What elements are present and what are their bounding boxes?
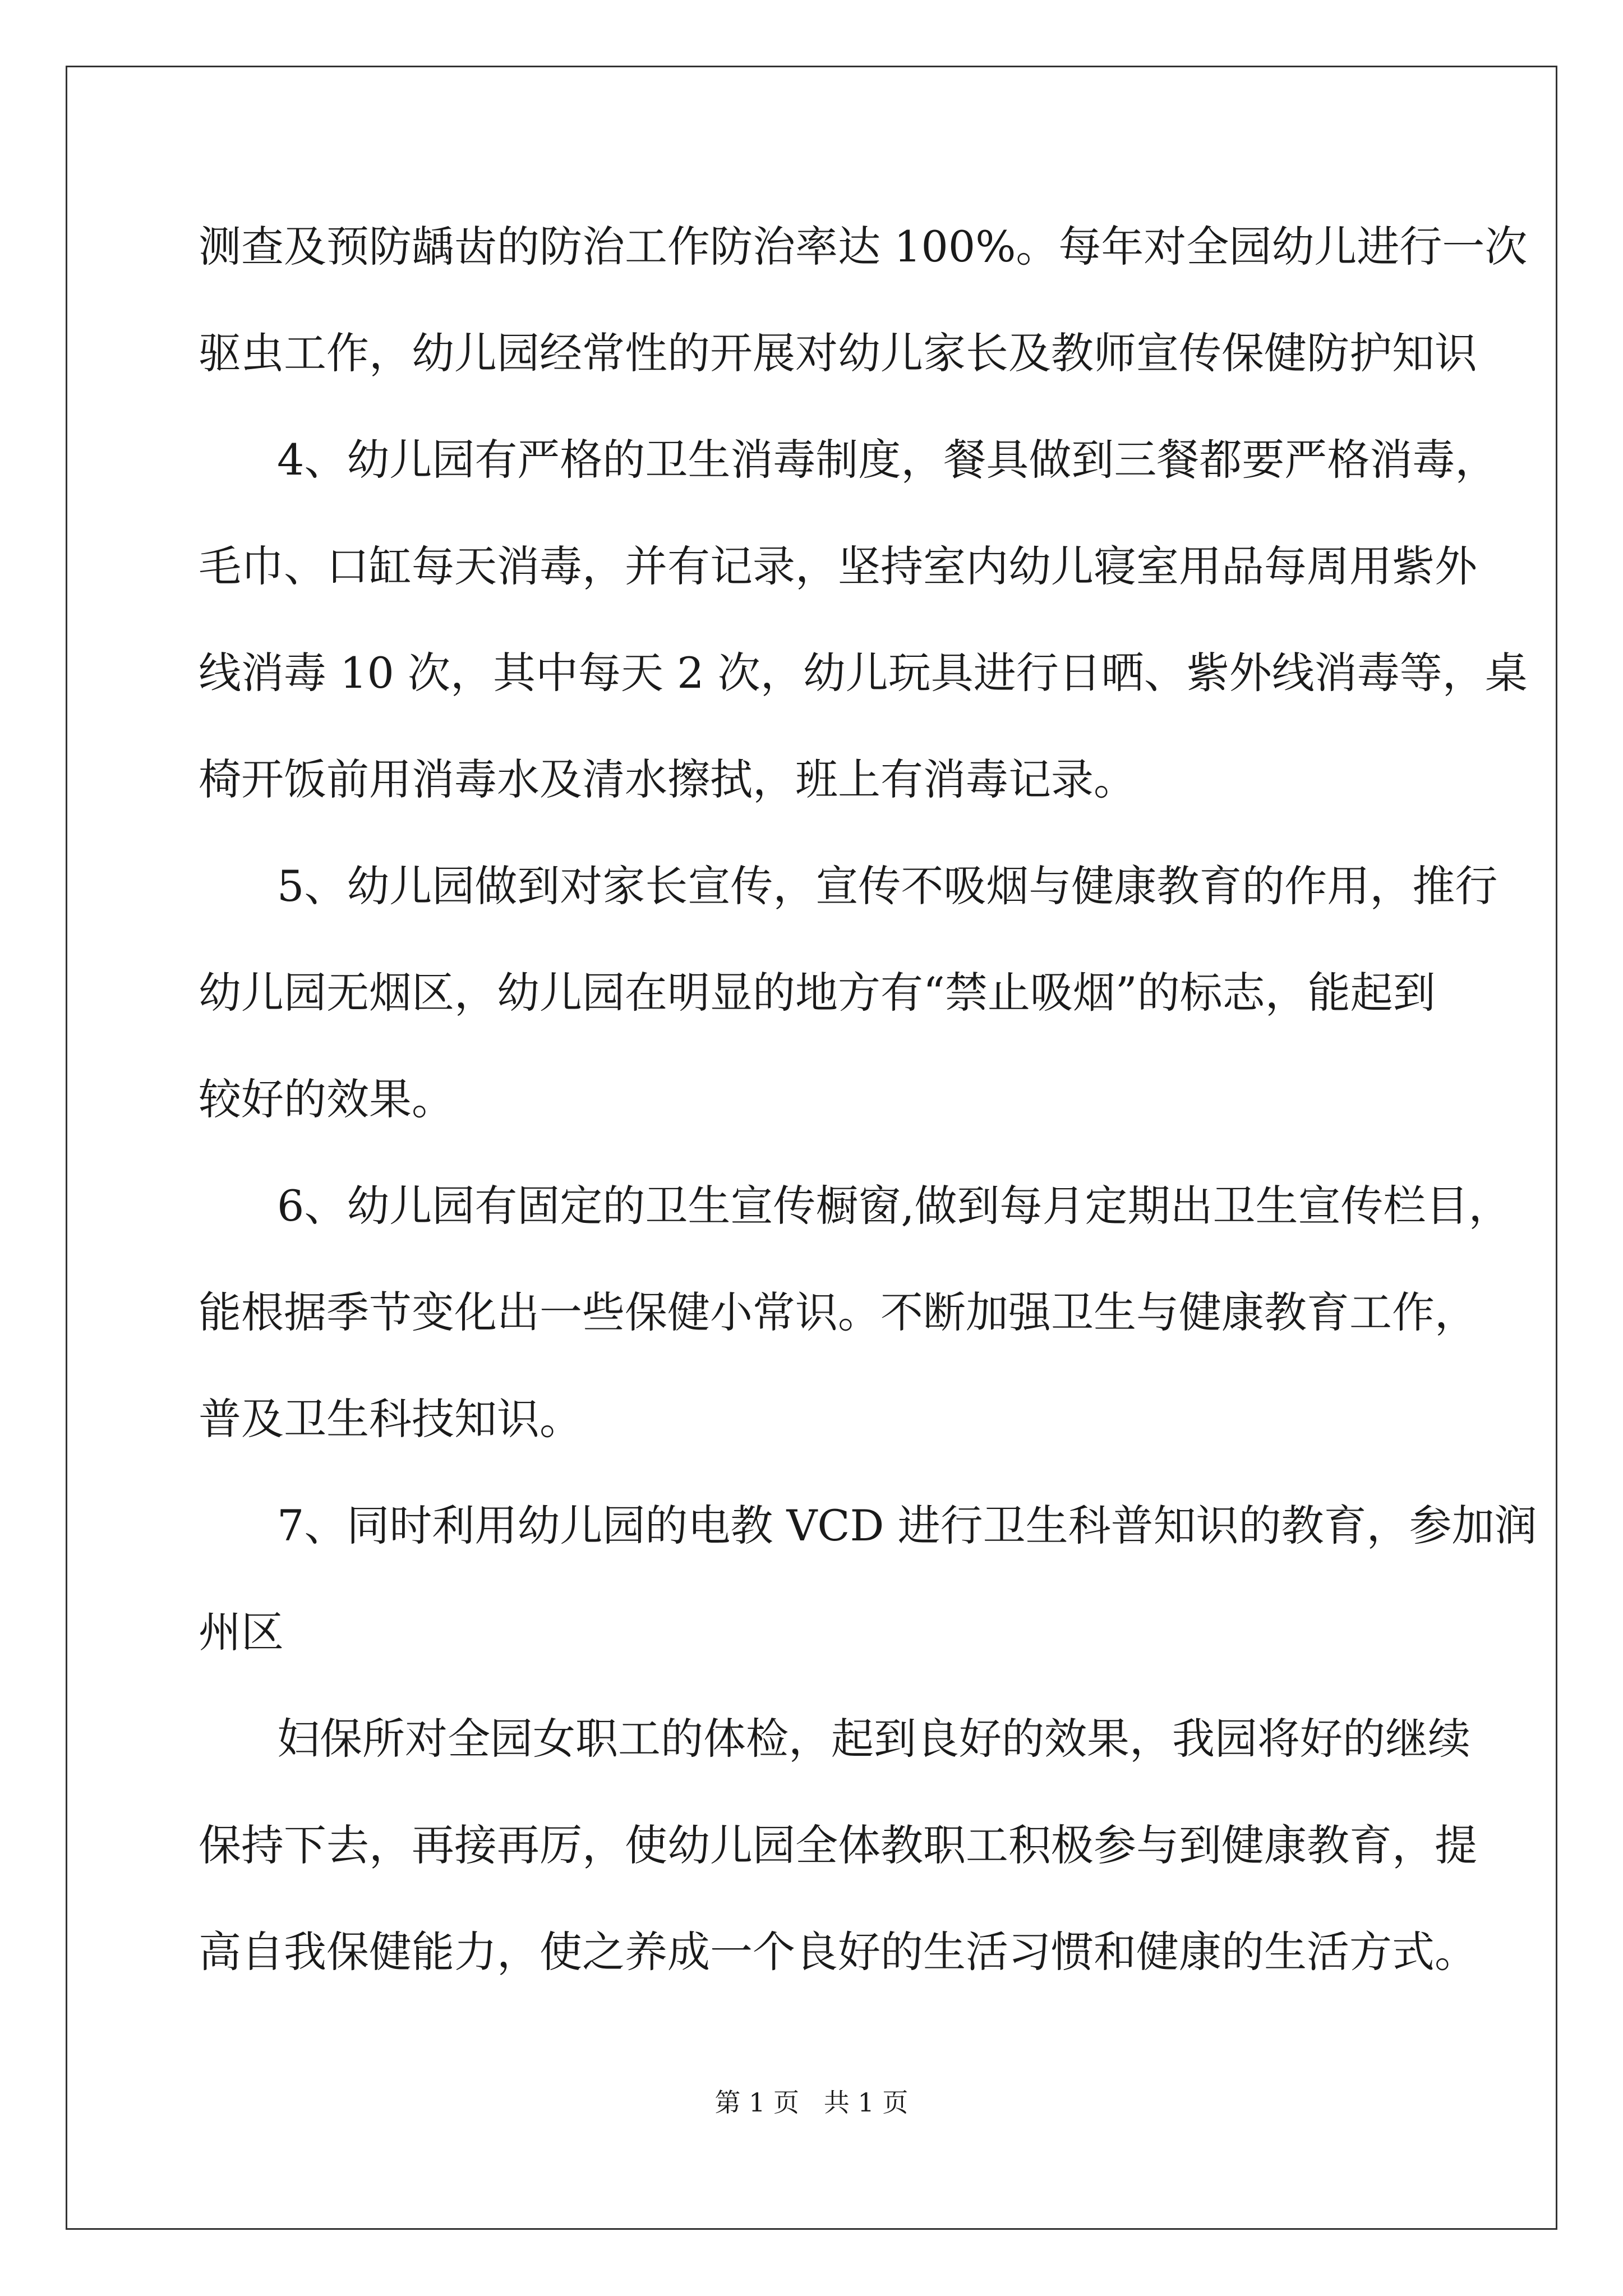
body-line: 4、幼儿园有严格的卫生消毒制度，餐具做到三餐都要严格消毒， [277,435,1498,485]
body-line: 普及卫生科技知识。 [199,1394,582,1444]
body-line: 5、幼儿园做到对家长宣传，宣传不吸烟与健康教育的作用，推行 [277,861,1498,911]
body-line: 7、同时利用幼儿园的电教 VCD 进行卫生科普知识的教育，参加润 [277,1501,1537,1550]
page-border [66,66,1557,2230]
body-line: 毛巾、口缸每天消毒，并有记录，坚持室内幼儿寝室用品每周用紫外 [199,541,1477,591]
body-line: 6、幼儿园有固定的卫生宣传橱窗,做到每月定期出卫生宣传栏目， [277,1181,1511,1231]
body-line: 州区 [199,1607,284,1657]
body-line: 椅开饭前用消毒水及清水擦拭，班上有消毒记录。 [199,754,1136,804]
body-line: 保持下去，再接再厉，使幼儿园全体教职工积极参与到健康教育，提 [199,1820,1477,1870]
body-line: 驱虫工作，幼儿园经常性的开展对幼儿家长及教师宣传保健防护知识 [199,328,1477,378]
body-line: 妇保所对全园女职工的体检，起到良好的效果，我园将好的继续 [277,1714,1470,1764]
body-line: 能根据季节变化出一些保健小常识。不断加强卫生与健康教育工作， [199,1287,1477,1337]
body-line: 高自我保健能力，使之养成一个良好的生活习惯和健康的生活方式。 [199,1927,1477,1977]
body-line: 较好的效果。 [199,1074,454,1124]
body-line: 测查及预防龋齿的防治工作防治率达 100%。每年对全园幼儿进行一次 [199,222,1528,272]
body-line: 幼儿园无烟区，幼儿园在明显的地方有“禁止吸烟”的标志，能起到 [199,968,1436,1018]
page-footer: 第 1 页 共 1 页 [714,2087,909,2118]
body-line: 线消毒 10 次，其中每天 2 次，幼儿玩具进行日晒、紫外线消毒等，桌 [199,648,1528,698]
